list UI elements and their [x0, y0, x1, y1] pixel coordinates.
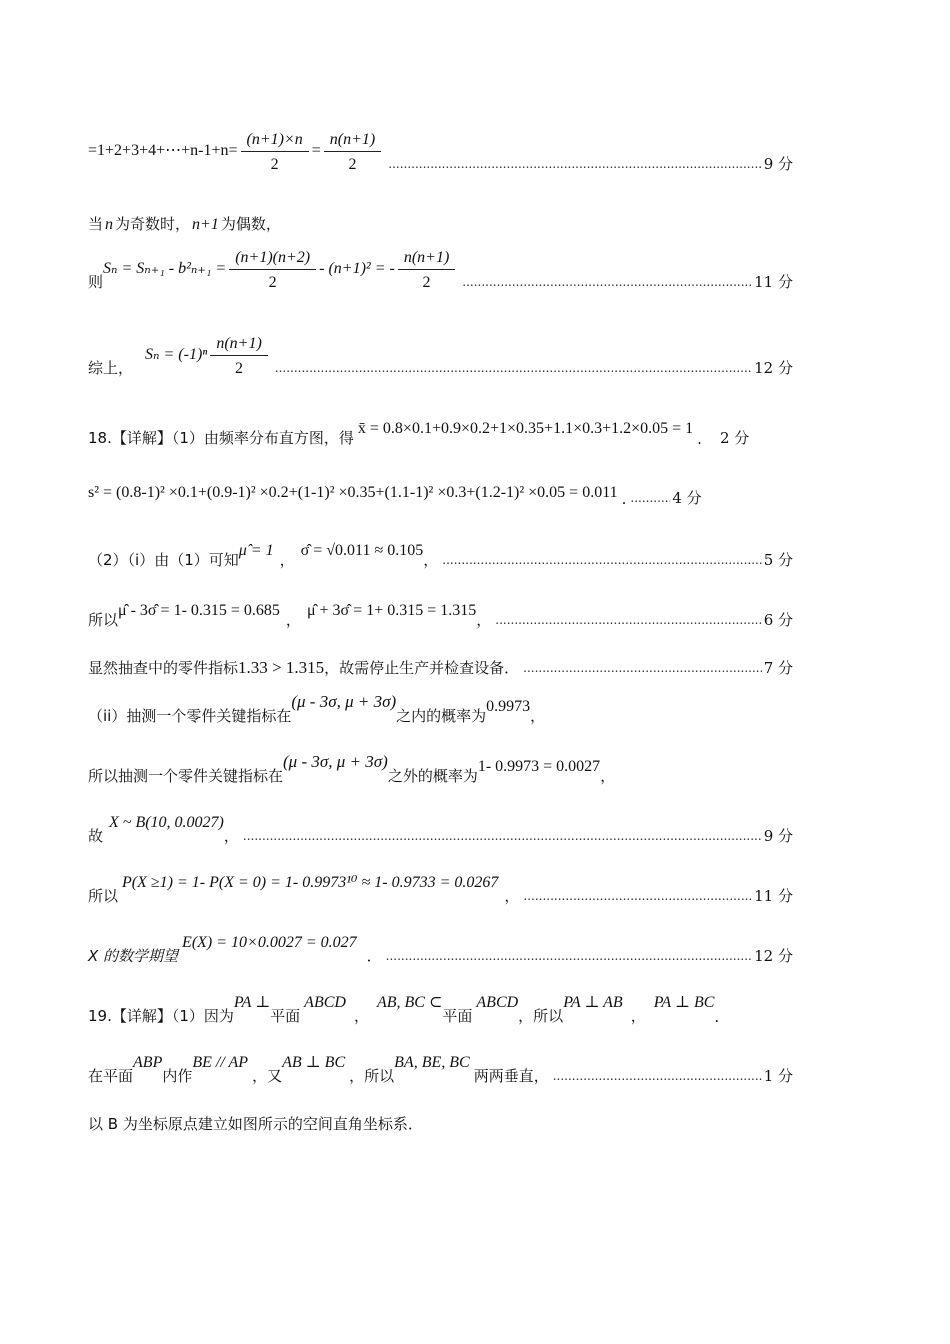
label: （2）（i）由（1）可知	[88, 551, 239, 569]
expression: Sₙ = (-1)ⁿ	[145, 346, 208, 363]
probability-value: 0.9973	[486, 698, 531, 715]
leader-dots	[388, 157, 761, 171]
text: ，所以	[349, 1067, 395, 1085]
leader-dots	[275, 361, 752, 375]
label: 故	[88, 827, 104, 845]
punctuation: ，	[285, 611, 301, 629]
fraction-denominator: 2	[422, 274, 431, 291]
score-label: 1 分	[763, 1067, 793, 1085]
expression: ABCD	[476, 994, 519, 1011]
text: 为偶数，	[220, 215, 281, 233]
fraction-numerator: (n+1)×n	[241, 131, 309, 152]
label: 综上，	[88, 359, 134, 377]
leader-dots	[553, 1069, 762, 1083]
punctuation: ．	[366, 947, 382, 965]
leader-dots	[386, 949, 752, 963]
upper-bound: μ̂ + 3σ̂ = 1+ 0.315 = 1.315	[306, 602, 477, 619]
fraction-numerator: n(n+1)	[210, 335, 267, 356]
leader-dots	[523, 661, 762, 675]
expression: BE // AP	[192, 1054, 249, 1071]
punctuation: .	[621, 490, 627, 508]
text: 当	[88, 215, 104, 233]
equation-line-sn-odd	[88, 242, 793, 292]
expectation-line	[88, 930, 793, 966]
label: X 的数学期望	[88, 947, 179, 965]
mean-expression: x̄ = 0.8×0.1+0.9×0.2+1×0.35+1.1×0.3+1.2×0.05 = 1	[357, 420, 694, 437]
score-label: 12 分	[754, 359, 793, 377]
score-label: 11 分	[754, 887, 793, 905]
punctuation: ，	[630, 1007, 646, 1025]
variance-expression: s² = (0.8-1)² ×0.1+(0.9-1)² ×0.2+(1-1)² ×0.35+(1.1-1)² ×0.3+(1.2-1)² ×0.05 = 0.011	[88, 484, 618, 501]
score-label: 7 分	[763, 659, 793, 677]
text: 内作	[162, 1067, 193, 1085]
expression: ABCD	[304, 994, 346, 1011]
fraction	[324, 131, 381, 174]
punctuation: ，	[600, 767, 616, 785]
expression: - (n+1)² = -	[319, 260, 395, 277]
interval-bounds-line	[88, 600, 793, 630]
label: 18.【详解】（1）由频率分布直方图，得	[88, 429, 354, 447]
construction-line	[88, 1050, 793, 1086]
fraction	[241, 131, 309, 174]
probability-expression: P(X ≥1) = 1- P(X = 0) = 1- 0.9973¹⁰ ≈ 1- 0.9733 = 0.0267	[122, 874, 499, 891]
expression: AB, BC ⊂	[376, 994, 443, 1011]
text: 平面	[442, 1007, 473, 1025]
conclusion-line	[88, 654, 793, 678]
score-label: 4 分	[672, 489, 702, 507]
score-label: 9 分	[763, 155, 793, 173]
fraction	[210, 335, 267, 378]
leader-dots	[462, 275, 752, 289]
text: ，所以	[518, 1007, 564, 1025]
probability-value: 1- 0.9973 = 0.0027	[477, 758, 601, 775]
interval-expression: (μ - 3σ, μ + 3σ)	[283, 752, 388, 771]
text-line-odd-case	[88, 210, 793, 234]
text: （ii）抽测一个零件关键指标在	[88, 707, 292, 725]
expression: BA, BE, BC	[394, 1054, 470, 1071]
variance-line	[88, 478, 793, 508]
probability-calc-line	[88, 870, 793, 906]
label: 则	[88, 273, 104, 291]
expression: AB ⊥ BC	[282, 1054, 346, 1071]
expression: n+1	[192, 216, 219, 233]
text: 之内的概率为	[396, 707, 487, 725]
score-label: 9 分	[763, 827, 793, 845]
leader-dots	[442, 553, 761, 567]
binomial-expression: X ~ B(10, 0.0027)	[109, 814, 224, 831]
punctuation: ，	[504, 887, 520, 905]
text: 在平面	[88, 1067, 134, 1085]
punctuation: ，	[423, 551, 439, 569]
text: 为奇数时，	[115, 215, 191, 233]
fraction-numerator: n(n+1)	[398, 249, 455, 270]
punctuation: ，	[530, 707, 546, 725]
text: 所以抽测一个零件关键指标在	[88, 767, 284, 785]
probability-outside-line	[88, 752, 793, 786]
fraction	[398, 249, 455, 292]
expression: Sₙ = Sₙ₊₁ - b²ₙ₊₁ =	[103, 260, 227, 277]
sigma-estimate: σ̂ = √0.011 ≈ 0.105	[300, 542, 424, 559]
fraction-denominator: 2	[348, 156, 357, 173]
fraction	[229, 249, 316, 292]
leader-dots	[495, 613, 761, 627]
sum-expression: =1+2+3+4+⋯+n-1+n=	[88, 142, 238, 159]
variable-n: n	[105, 216, 114, 233]
score-label: 6 分	[763, 611, 793, 629]
equation-line-sum	[88, 124, 793, 174]
problem-19-line	[88, 990, 793, 1026]
punctuation: .	[714, 1008, 720, 1026]
expression: ABP	[133, 1054, 163, 1071]
expectation-expression: E(X) = 10×0.0027 = 0.027	[182, 934, 357, 951]
fraction-denominator: 2	[235, 360, 244, 377]
text: 以 B 为坐标原点建立如图所示的空间直角坐标系．	[88, 1115, 423, 1133]
label: 所以	[88, 611, 119, 629]
fraction-numerator: (n+1)(n+2)	[229, 249, 316, 270]
problem-18-mean	[88, 418, 818, 448]
equation-line-summary	[88, 328, 793, 378]
leader-dots	[243, 829, 762, 843]
fraction-denominator: 2	[268, 274, 277, 291]
text: ，故需停止生产并检查设备．	[324, 659, 520, 677]
comparison-expression: 1.33 > 1.315	[238, 658, 325, 677]
text: ，又	[252, 1067, 283, 1085]
coordinate-setup-line	[88, 1110, 793, 1134]
score-label: 11 分	[754, 273, 793, 291]
lower-bound: μ̂ - 3σ̂ = 1- 0.315 = 0.685	[118, 602, 280, 619]
equals-sign: =	[311, 142, 321, 159]
text: 平面	[270, 1007, 301, 1025]
estimate-line	[88, 540, 793, 570]
text: 之外的概率为	[387, 767, 478, 785]
fraction-denominator: 2	[270, 156, 279, 173]
score-label: 5 分	[763, 551, 793, 569]
leader-dots	[630, 491, 670, 505]
expression: PA ⊥ BC	[653, 994, 715, 1011]
text: 显然抽查中的零件指标	[88, 659, 239, 677]
leader-dots	[523, 889, 752, 903]
punctuation: ，	[223, 827, 239, 845]
punctuation: ，	[353, 1007, 369, 1025]
score-label: 12 分	[754, 947, 793, 965]
interval-expression: (μ - 3σ, μ + 3σ)	[291, 692, 397, 711]
punctuation: .	[697, 430, 702, 448]
punctuation: ，	[476, 611, 492, 629]
label: 所以	[88, 887, 119, 905]
probability-inside-line	[88, 692, 793, 726]
fraction-numerator: n(n+1)	[324, 131, 381, 152]
score-label: 2 分	[719, 429, 750, 447]
expression: PA ⊥	[233, 994, 271, 1011]
punctuation: ，	[279, 551, 295, 569]
label: 19.【详解】（1）因为	[88, 1007, 234, 1025]
text: 两两垂直，	[473, 1067, 549, 1085]
expression: PA ⊥ AB	[563, 994, 623, 1011]
binomial-line	[88, 812, 793, 846]
mu-estimate: μ̂ = 1	[238, 542, 274, 559]
